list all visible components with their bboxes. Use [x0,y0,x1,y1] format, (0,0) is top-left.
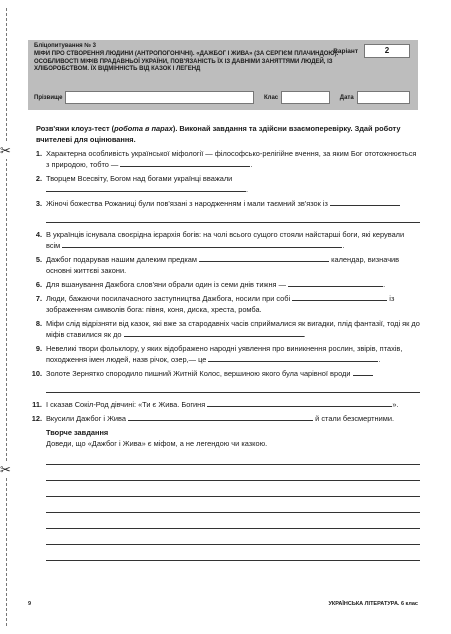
task-text: Міфи слід відрізняти від казок, які вже за стародавніх часів сприймалися як вигадки, плід фантазії, тоді як до міфів ставилися як до [46,319,420,339]
task-text: Золоте Зернятко спородило пишний Житній Колос, вершиною якого була чарівної вроди [46,369,351,378]
task-number: 1. [35,149,42,158]
answer-blank[interactable] [288,279,383,287]
date-field[interactable] [357,91,410,104]
task-text: В українців існувала своєрідна ієрархія богів: на чолі всього сущого стояли найстарші боги, які керували всім [46,230,405,250]
creative-task [46,427,420,449]
instructions-text-end: ). Виконай завдання та здійсни взаємоперевірку. Здай роботу вчителеві для оцінювання. [36,124,401,144]
task-number: 3. [35,199,42,208]
answer-line[interactable] [46,449,420,465]
task-text: Невеликі твори фольклору, у яких відображено народні уявлення про виникнення рослин, звірів, птахів, походження імен людей, назв річок, озер,— це [46,344,403,364]
task-text: Вкусили Дажбог і Жива [46,414,127,423]
task-number: 7. [35,294,42,303]
answer-blank[interactable] [128,413,313,421]
task-text-continued: й стали безсмертними. [315,414,395,423]
quiz-label: Бліцопитування № 3 [34,43,96,49]
cut-line [6,8,7,626]
scissors-icon: ✂ [0,462,11,477]
answer-line[interactable] [46,481,420,497]
surname-field[interactable] [65,91,254,104]
answer-line[interactable] [46,513,420,529]
task-number: 11. [32,400,42,409]
student-fields [34,91,410,104]
answer-blank[interactable] [124,329,304,337]
answer-line[interactable] [46,497,420,513]
answer-blank[interactable] [120,159,250,167]
variant-label: Варіант [333,47,358,55]
task-text: І сказав Сокіл-Род дівчині: «Ти є Жива. Богиня [46,400,206,409]
answer-line[interactable] [46,529,420,545]
answer-line[interactable] [46,212,420,223]
task-1: 1. Характерна особливість української міфології — філософсько-релігійне вчення, за яким Бог ототожнюється з природою, тобто — . [28,148,420,170]
class-label: Клас [264,94,279,101]
answer-blank[interactable] [199,254,329,262]
class-field[interactable] [281,91,330,104]
answer-line[interactable] [46,465,420,481]
task-9: 9. Невеликі твори фольклору, у яких відображено народні уявлення про виникнення рослин, звірів, птахів, походження імен людей, назв річок, озер,— це . [28,343,420,365]
task-4: 4. В українців існувала своєрідна ієрархія богів: на чолі всього сущого стояли найстарші боги, які керували всім . [28,229,420,251]
answer-blank[interactable] [46,184,246,192]
variant-block [333,44,410,58]
quiz-topic: МІФИ ПРО СТВОРЕННЯ ЛЮДИНИ (АНТРОПОГОНІЧНІ). «ДАЖБОГ І ЖИВА» (ЗА СЕРГІЄМ ПЛАЧИНДОЮ). ОСОБЛИВОСТІ МІФІВ ПРАДАВНЬОЇ УКРАЇНИ, ПОВ'ЯЗАНІСТЬ ЇХ ІЗ ДАВНІМИ ЗАНЯТТЯМИ ЛЮДЕЙ, ІЗ ХЛІБОРОБСТВОМ. ЇХ ВІДМІННІСТЬ ВІД КАЗОК І ЛЕГЕНД [34,51,339,72]
task-text: Творцем Всесвіту, Богом над богами українці вважали [46,174,233,183]
task-text: Для вшанування Дажбога слов'яни обрали один із семи днів тижня — [46,280,287,289]
task-3 [28,198,420,209]
task-text: Люди, бажаючи посилачасного заступництва Дажбога, носили при собі [46,294,291,303]
variant-value: 2 [364,44,410,58]
task-12 [28,413,420,424]
task-5 [28,254,420,276]
worksheet-content [28,123,420,561]
answer-line[interactable] [46,382,420,393]
task-number: 12. [31,414,42,423]
task-11: 11. І сказав Сокіл-Род дівчині: «Ти є Жива. Богиня ». [28,399,420,410]
instructions-text: Розв'яжи клоуз-тест ( [36,124,115,133]
creative-task-prompt: Доведи, що «Дажбог і Жива» є міфом, а не легендою чи казкою. [46,439,268,448]
task-number: 2. [35,174,42,183]
task-text-continued: календар, визначив основні життєві закони. [46,255,400,275]
instructions [36,123,420,145]
task-text: Дажбог подарував нашим далеким предкам [46,255,197,264]
book-title: УКРАЇНСЬКА ЛІТЕРАТУРА. 6 клас [328,601,418,607]
task-7 [28,293,420,315]
instructions-italic: робота в парах [114,124,173,133]
page-number: 9 [28,601,32,607]
answer-blank[interactable] [62,240,342,248]
creative-task-title: Творче завдання [46,428,109,437]
answer-blank[interactable] [330,198,400,206]
task-number: 10. [31,369,42,378]
task-number: 6. [35,280,42,289]
task-10 [28,368,420,379]
answer-blank[interactable] [292,293,387,301]
answer-blank[interactable] [208,354,378,362]
task-text: Жіночі божества Рожаниці були пов'язані з народженням і мали таємний зв'язок із [46,199,328,208]
worksheet-header [28,40,418,110]
scissors-icon: ✂ [0,143,11,158]
task-8: 8. Міфи слід відрізняти від казок, які вже за стародавніх часів сприймалися як вигадки, плід фантазії, тоді як до міфів ставилися як до . [28,318,420,340]
date-label: Дата [339,94,354,101]
task-text-continued: із зображенням символів бога: півня, коня, диска, хреста, ромба. [46,294,395,314]
task-number: 4. [35,230,42,239]
task-number: 9. [35,344,42,353]
answer-blank[interactable] [353,368,373,376]
task-2: 2. Творцем Всесвіту, Богом над богами українці вважали . [28,173,420,195]
task-number: 8. [35,319,42,328]
page-footer [28,601,418,607]
task-text: Характерна особливість української міфології — філософсько-релігійне вчення, за яким Бог ототожнюється з природою, тобто — [46,149,417,169]
task-number: 5. [35,255,42,264]
task-6: 6. Для вшанування Дажбога слов'яни обрали один із семи днів тижня — . [28,279,420,290]
answer-blank[interactable] [207,399,392,407]
surname-label: Прізвище [34,94,63,101]
answer-line[interactable] [46,545,420,561]
